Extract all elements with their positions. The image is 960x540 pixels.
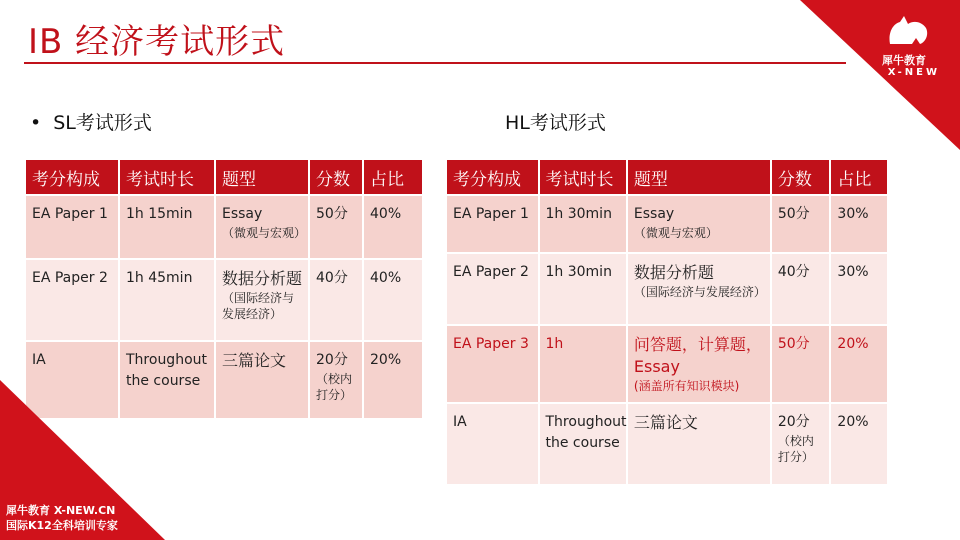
footer-slogan: 国际K12全科培训专家 bbox=[6, 519, 118, 532]
type-note: （微观与宏观） bbox=[633, 226, 718, 240]
table-row bbox=[447, 196, 887, 252]
cell-score bbox=[772, 404, 830, 484]
cell-weight: 20% bbox=[364, 342, 422, 418]
cell-type bbox=[628, 326, 770, 402]
cell-type bbox=[216, 260, 308, 340]
cell-score bbox=[772, 326, 830, 402]
table-header-row bbox=[447, 160, 887, 194]
cell-type bbox=[628, 196, 770, 252]
cell-type bbox=[216, 342, 308, 418]
type-note: (涵盖所有知识模块) bbox=[633, 379, 740, 393]
cell-component: EA Paper 2 bbox=[26, 260, 118, 340]
type-main: Essay bbox=[633, 206, 675, 222]
score-main: 40分 bbox=[777, 264, 810, 280]
header-type: 题型 bbox=[628, 160, 770, 194]
header-weight: 占比 bbox=[364, 160, 422, 194]
type-main: 三篇论文 bbox=[633, 413, 698, 432]
cell-time: 1h 30min bbox=[540, 196, 626, 252]
header-component: 考分构成 bbox=[26, 160, 118, 194]
type-main: 数据分析题 bbox=[222, 269, 303, 288]
cell-component: EA Paper 2 bbox=[447, 254, 538, 324]
type-note: （国际经济与发展经济） bbox=[633, 285, 766, 299]
rhino-logo-icon bbox=[886, 14, 930, 48]
header-time: 考试时长 bbox=[540, 160, 626, 194]
header-weight: 占比 bbox=[831, 160, 887, 194]
cell-component: IA bbox=[26, 342, 118, 418]
cell-time: Throughout the course bbox=[540, 404, 626, 484]
bullet-icon: • bbox=[30, 112, 42, 134]
cell-component: IA bbox=[447, 404, 538, 484]
table-row bbox=[26, 260, 422, 340]
sl-heading bbox=[30, 108, 152, 135]
cell-weight: 30% bbox=[831, 196, 887, 252]
header-score: 分数 bbox=[772, 160, 830, 194]
hl-heading: HL考试形式 bbox=[505, 112, 606, 134]
cell-time: Throughout the course bbox=[120, 342, 214, 418]
cell-time: 1h 30min bbox=[540, 254, 626, 324]
type-main: Essay bbox=[222, 206, 263, 222]
score-main: 50分 bbox=[777, 206, 810, 222]
header-time: 考试时长 bbox=[120, 160, 214, 194]
cell-weight: 20% bbox=[831, 326, 887, 402]
cell-component: EA Paper 1 bbox=[447, 196, 538, 252]
cell-score bbox=[772, 254, 830, 324]
score-main: 40分 bbox=[316, 270, 348, 286]
header-type: 题型 bbox=[216, 160, 308, 194]
cell-weight: 40% bbox=[364, 196, 422, 258]
sl-heading-text: SL考试形式 bbox=[53, 112, 152, 134]
title-divider bbox=[24, 62, 846, 64]
cell-type bbox=[628, 254, 770, 324]
cell-weight: 30% bbox=[831, 254, 887, 324]
score-main: 20分 bbox=[316, 352, 348, 368]
table-row bbox=[447, 326, 887, 402]
score-main: 50分 bbox=[777, 336, 810, 352]
cell-time: 1h bbox=[540, 326, 626, 402]
brand-name-en: X-NEW bbox=[887, 67, 940, 78]
cell-weight: 20% bbox=[831, 404, 887, 484]
cell-score bbox=[310, 196, 362, 258]
hl-exam-table bbox=[445, 158, 889, 486]
type-main: 数据分析题 bbox=[633, 263, 714, 282]
header-score: 分数 bbox=[310, 160, 362, 194]
table-row bbox=[447, 404, 887, 484]
table-row bbox=[447, 254, 887, 324]
type-note: （微观与宏观） bbox=[222, 226, 307, 240]
cell-time: 1h 45min bbox=[120, 260, 214, 340]
cell-type bbox=[216, 196, 308, 258]
type-main: 三篇论文 bbox=[222, 351, 287, 370]
header-component: 考分构成 bbox=[447, 160, 538, 194]
type-main: 问答题，计算题，Essay bbox=[633, 335, 762, 376]
cell-weight: 40% bbox=[364, 260, 422, 340]
table-header-row bbox=[26, 160, 422, 194]
score-note: （校内打分） bbox=[316, 372, 353, 402]
cell-component: EA Paper 3 bbox=[447, 326, 538, 402]
score-main: 20分 bbox=[777, 414, 810, 430]
brand-name-cn: 犀牛教育 bbox=[882, 54, 926, 67]
page-title: IB 经济考试形式 bbox=[28, 22, 286, 62]
score-note: （校内打分） bbox=[777, 434, 814, 464]
cell-type bbox=[628, 404, 770, 484]
table-row bbox=[26, 196, 422, 258]
cell-component: EA Paper 1 bbox=[26, 196, 118, 258]
type-note: （国际经济与发展经济） bbox=[222, 291, 295, 321]
score-main: 50分 bbox=[316, 206, 348, 222]
cell-score bbox=[310, 342, 362, 418]
footer-brand: 犀牛教育 X-NEW.CN bbox=[6, 504, 116, 517]
cell-time: 1h 15min bbox=[120, 196, 214, 258]
cell-score bbox=[772, 196, 830, 252]
cell-score bbox=[310, 260, 362, 340]
